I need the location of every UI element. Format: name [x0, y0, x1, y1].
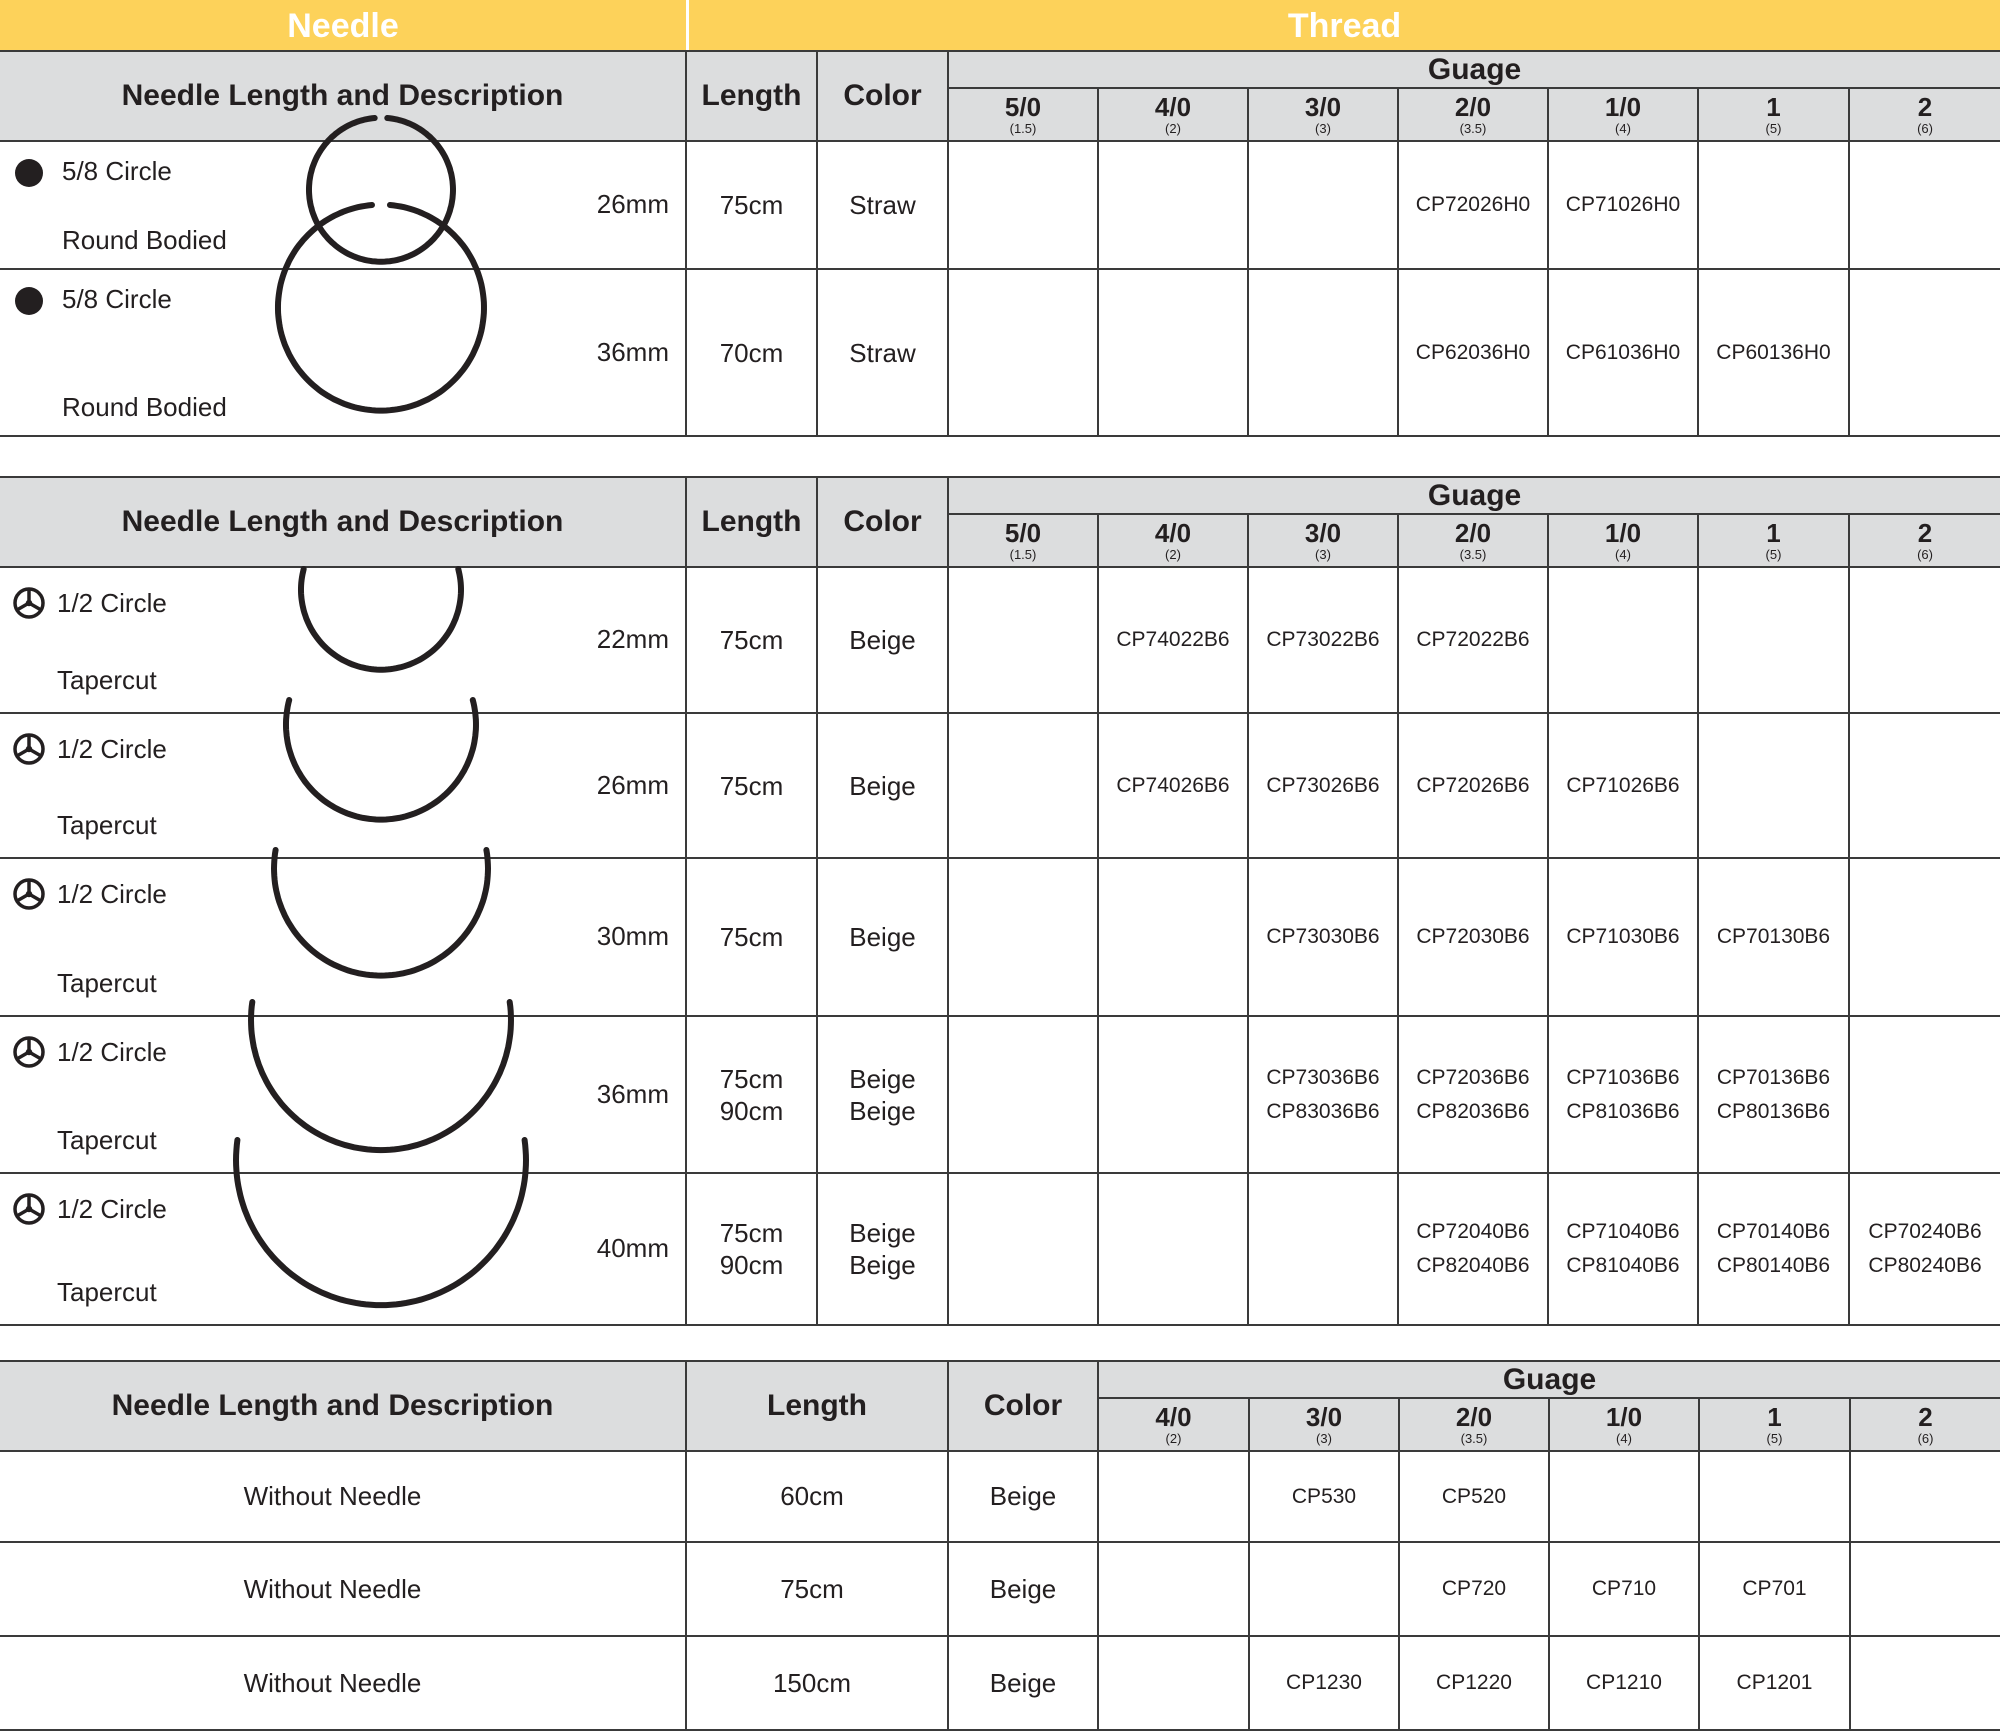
length-cell — [686, 1016, 817, 1173]
gauge-size-label: 2/0 — [1454, 518, 1492, 548]
needle-curve-image — [280, 694, 482, 826]
color-value: Beige — [849, 1250, 916, 1280]
length-value: 75cm — [719, 1218, 784, 1248]
product-code-cell — [948, 713, 1098, 858]
product-code: CP74026B6 — [1116, 773, 1230, 797]
product-code: CP72026H0 — [1415, 193, 1531, 216]
gauge-size-label: 5/0 — [1004, 518, 1042, 548]
product-code-cell — [1098, 713, 1248, 858]
gauge-size-label: 4/0 — [1155, 1402, 1192, 1432]
gauge-size-header — [1399, 1398, 1549, 1451]
gauge-column-header — [1098, 1361, 2000, 1398]
product-code-cell: CP1201 — [1699, 1636, 1850, 1730]
needle-size-label: 36mm — [596, 336, 669, 367]
tapercut-table — [0, 476, 2000, 1326]
gauge-metric-label: (1.5) — [1009, 121, 1037, 136]
color-cell — [817, 1016, 948, 1173]
needle-point-label: Round Bodied — [62, 392, 227, 422]
length-value: 75cm — [719, 922, 784, 952]
product-code-cell: CP1230 — [1249, 1636, 1399, 1730]
needle-curve-image — [268, 844, 494, 982]
needle-size-label: 30mm — [596, 921, 669, 951]
color-column-header — [948, 1361, 1098, 1451]
product-code-cell — [1698, 1016, 1849, 1173]
description-column-header — [0, 1361, 686, 1451]
table-row — [0, 713, 2000, 858]
needle-shape-label: 1/2 Circle — [57, 734, 167, 764]
product-code-cell: CP1210 — [1549, 1636, 1699, 1730]
gauge-column-header — [948, 51, 2000, 88]
product-code-cell — [1548, 141, 1698, 269]
length-header-label: Length — [701, 505, 802, 538]
length-header-label: Length — [767, 1389, 867, 1422]
color-cell — [817, 567, 948, 713]
product-code: CP72036B6 — [1416, 1065, 1530, 1089]
needle-header: Needle — [287, 7, 399, 45]
gauge-metric-label: (4) — [1615, 121, 1631, 136]
gauge-size-header — [1850, 1398, 2000, 1451]
product-code: CP70140B6 — [1716, 1220, 1831, 1243]
color-value: Beige — [849, 625, 916, 655]
product-code-cell — [1249, 1542, 1399, 1636]
thread-header: Thread — [1287, 7, 1402, 45]
gauge-size-label: 2 — [1917, 518, 1933, 548]
gauge-metric-label: (5) — [1765, 547, 1782, 562]
product-code: CP72030B6 — [1416, 925, 1530, 948]
product-table — [0, 1360, 2000, 1731]
needle-shape-label: 1/2 Circle — [57, 1037, 167, 1067]
gauge-size-header — [948, 88, 1098, 141]
color-cell: Beige — [948, 1451, 1098, 1542]
gauge-metric-label: (6) — [1917, 1431, 1934, 1446]
product-code: CP72026B6 — [1416, 773, 1530, 797]
needle-point-label: Tapercut — [57, 968, 157, 998]
gauge-size-label: 1 — [1766, 92, 1781, 122]
product-code-cell — [1248, 858, 1398, 1016]
length-value: 70cm — [719, 337, 784, 368]
gauge-size-header — [1849, 514, 2000, 567]
color-cell: Beige — [948, 1636, 1098, 1730]
needle-size-label: 36mm — [596, 1078, 669, 1109]
length-cell: 150cm — [686, 1636, 948, 1730]
product-code-cell — [1849, 567, 2000, 713]
product-code-cell — [1698, 858, 1849, 1016]
product-code-cell — [1398, 858, 1548, 1016]
filled-circle-icon — [12, 156, 46, 190]
color-header-label: Color — [843, 505, 922, 538]
product-code: CP60136H0 — [1716, 340, 1831, 364]
tapercut-icon — [12, 1192, 46, 1226]
gauge-size-label: 2/0 — [1455, 1402, 1493, 1432]
length-cell — [686, 141, 817, 269]
description-cell: Without Needle — [0, 1542, 686, 1636]
needle-description-cell — [0, 269, 686, 436]
gauge-metric-label: (5) — [1765, 121, 1782, 136]
product-code-cell — [1248, 567, 1398, 713]
product-code: CP71040B6 — [1566, 1220, 1680, 1243]
color-value: Beige — [849, 1218, 916, 1248]
gauge-size-header — [1548, 514, 1698, 567]
gauge-size-header — [1248, 514, 1398, 567]
without-needle-table — [0, 1360, 2000, 1731]
product-code-cell — [1248, 141, 1398, 269]
product-code-cell — [1548, 1173, 1698, 1325]
gauge-metric-label: (6) — [1917, 547, 1933, 562]
description-column-header — [0, 477, 686, 567]
product-code: CP72040B6 — [1416, 1220, 1530, 1243]
gauge-metric-label: (4) — [1616, 1431, 1632, 1446]
needle-point-label: Tapercut — [57, 810, 157, 840]
gauge-metric-label: (3) — [1316, 1431, 1332, 1446]
gauge-size-label: 1 — [1767, 1402, 1782, 1432]
description-header-label: Needle Length and Description — [111, 1389, 554, 1422]
product-code-cell: CP530 — [1249, 1451, 1399, 1542]
gauge-size-header — [1398, 88, 1548, 141]
product-code: CP70136B6 — [1716, 1065, 1831, 1089]
color-cell: Beige — [948, 1542, 1098, 1636]
needle-curve-image — [230, 1134, 532, 1311]
length-column-header — [686, 1361, 948, 1451]
gauge-metric-label: (6) — [1917, 121, 1933, 136]
gauge-size-header — [1548, 88, 1698, 141]
product-code: CP73026B6 — [1266, 773, 1380, 797]
gauge-size-label: 1/0 — [1604, 518, 1642, 548]
gauge-size-header — [1698, 514, 1849, 567]
product-code-cell — [1698, 713, 1849, 858]
product-code-cell — [1699, 1451, 1850, 1542]
product-code-cell — [1849, 1173, 2000, 1325]
color-value: Straw — [849, 190, 916, 220]
product-code-cell — [948, 1173, 1098, 1325]
color-column-header — [817, 477, 948, 567]
tapercut-icon — [12, 877, 46, 911]
product-code-cell: CP1220 — [1399, 1636, 1549, 1730]
product-code-cell — [1098, 1636, 1249, 1730]
gauge-size-header — [1849, 88, 2000, 141]
gauge-metric-label: (3) — [1315, 547, 1331, 562]
needle-description-cell — [0, 567, 686, 713]
tapercut-icon — [12, 1035, 46, 1069]
needle-description-cell — [0, 713, 686, 858]
gauge-size-header — [1098, 88, 1248, 141]
color-header-label: Color — [843, 79, 922, 112]
needle-size-label: 22mm — [596, 624, 669, 654]
product-code-cell — [1849, 858, 2000, 1016]
gauge-metric-label: (3.5) — [1460, 1431, 1488, 1446]
description-cell: Without Needle — [0, 1451, 686, 1542]
description-cell: Without Needle — [0, 1636, 686, 1730]
product-code: CP71030B6 — [1566, 925, 1680, 948]
product-code-cell — [1698, 141, 1849, 269]
product-code-cell — [1698, 567, 1849, 713]
gauge-metric-label: (1.5) — [1009, 547, 1037, 562]
table-row — [0, 269, 2000, 436]
gauge-header-label: Guage — [1502, 1362, 1597, 1396]
product-code-cell: CP701 — [1699, 1542, 1850, 1636]
gauge-metric-label: (5) — [1766, 1431, 1783, 1446]
needle-size-label: 26mm — [596, 769, 669, 800]
gauge-size-label: 5/0 — [1004, 92, 1042, 122]
color-cell — [817, 141, 948, 269]
needle-size-label: 26mm — [596, 189, 669, 219]
length-value: 75cm — [719, 625, 784, 655]
gauge-metric-label: (3.5) — [1459, 121, 1487, 136]
product-code-cell — [1398, 713, 1548, 858]
product-code: CP82040B6 — [1416, 1254, 1530, 1277]
length-cell — [686, 713, 817, 858]
product-code: CP80140B6 — [1716, 1254, 1831, 1277]
gauge-header-label: Guage — [1427, 52, 1522, 86]
gauge-header-label: Guage — [1427, 478, 1522, 512]
needle-shape-label: 5/8 Circle — [62, 284, 172, 314]
gauge-metric-label: (4) — [1615, 547, 1631, 562]
product-code-cell — [948, 567, 1098, 713]
tapercut-icon — [12, 586, 46, 620]
product-code: CP70240B6 — [1868, 1220, 1982, 1243]
gauge-column-header — [948, 477, 2000, 514]
table-row — [0, 1636, 2000, 1730]
gauge-metric-label: (2) — [1165, 547, 1181, 562]
gauge-metric-label: (2) — [1165, 121, 1181, 136]
product-code: CP72022B6 — [1416, 628, 1530, 651]
length-cell — [686, 567, 817, 713]
length-value: 75cm — [719, 190, 784, 220]
product-code-cell — [1698, 269, 1849, 436]
gauge-size-label: 3/0 — [1304, 92, 1342, 122]
product-code-cell — [1548, 567, 1698, 713]
product-code-cell — [1398, 1173, 1548, 1325]
product-code-cell — [1248, 1173, 1398, 1325]
gauge-size-header — [1398, 514, 1548, 567]
table-row — [0, 1173, 2000, 1325]
color-value: Straw — [849, 337, 916, 368]
product-code-cell — [1098, 1173, 1248, 1325]
product-code-cell — [1098, 1451, 1249, 1542]
table-row — [0, 1451, 2000, 1542]
length-cell: 60cm — [686, 1451, 948, 1542]
product-code-cell — [1849, 269, 2000, 436]
needle-curve-image — [295, 563, 467, 676]
needle-point-label: Tapercut — [57, 1125, 157, 1155]
length-cell: 75cm — [686, 1542, 948, 1636]
gauge-size-label: 1/0 — [1604, 92, 1642, 122]
needle-point-label: Tapercut — [57, 665, 157, 695]
product-code: CP62036H0 — [1415, 340, 1531, 364]
product-code-cell — [1098, 858, 1248, 1016]
product-table — [0, 50, 2000, 437]
product-code: CP74022B6 — [1116, 628, 1230, 651]
product-code-cell — [1098, 1542, 1249, 1636]
gauge-size-header — [948, 514, 1098, 567]
length-value: 75cm — [719, 1063, 784, 1094]
length-header-label: Length — [701, 79, 802, 112]
length-value: 90cm — [719, 1095, 784, 1126]
product-code-cell — [948, 858, 1098, 1016]
product-code-cell: CP520 — [1399, 1451, 1549, 1542]
color-value: Beige — [849, 770, 916, 801]
product-code-cell — [1548, 858, 1698, 1016]
product-code: CP80240B6 — [1868, 1254, 1982, 1277]
tapercut-icon — [12, 732, 46, 766]
product-code: CP80136B6 — [1716, 1099, 1831, 1123]
product-code-cell — [948, 141, 1098, 269]
product-code: CP81036B6 — [1566, 1099, 1680, 1123]
product-code-cell — [948, 269, 1098, 436]
length-cell — [686, 269, 817, 436]
color-cell — [817, 713, 948, 858]
product-code: CP82036B6 — [1416, 1099, 1530, 1123]
color-header-label: Color — [983, 1389, 1063, 1422]
gauge-size-label: 1/0 — [1605, 1402, 1643, 1432]
product-code-cell — [1398, 269, 1548, 436]
needle-point-label: Round Bodied — [62, 225, 227, 255]
product-code-cell — [1849, 713, 2000, 858]
product-code-cell: CP710 — [1549, 1542, 1699, 1636]
product-code-cell — [1248, 713, 1398, 858]
product-code: CP71026B6 — [1566, 773, 1680, 797]
header-banner — [0, 0, 2000, 53]
needle-shape-label: 1/2 Circle — [57, 588, 167, 618]
table-row — [0, 567, 2000, 713]
product-code: CP73030B6 — [1266, 925, 1380, 948]
gauge-metric-label: (3) — [1315, 121, 1331, 136]
product-code-cell — [1398, 567, 1548, 713]
length-value: 75cm — [719, 770, 784, 801]
product-code-cell — [1248, 269, 1398, 436]
product-code-cell — [1248, 1016, 1398, 1173]
length-cell — [686, 858, 817, 1016]
gauge-size-label: 2/0 — [1454, 92, 1492, 122]
color-value: Beige — [849, 922, 916, 952]
product-code: CP71036B6 — [1566, 1065, 1680, 1089]
gauge-metric-label: (3.5) — [1459, 547, 1487, 562]
table-row — [0, 1542, 2000, 1636]
product-code-cell — [1548, 269, 1698, 436]
product-code-cell — [1850, 1451, 2000, 1542]
needle-shape-label: 5/8 Circle — [62, 156, 172, 186]
product-code-cell — [1098, 141, 1248, 269]
gauge-size-label: 4/0 — [1154, 518, 1192, 548]
product-code: CP81040B6 — [1566, 1254, 1680, 1277]
product-code-cell — [948, 1016, 1098, 1173]
product-code-cell — [1398, 141, 1548, 269]
product-code-cell — [1548, 713, 1698, 858]
product-code-cell: CP720 — [1399, 1542, 1549, 1636]
product-code-cell — [1849, 1016, 2000, 1173]
product-code-cell — [1098, 269, 1248, 436]
product-code: CP73036B6 — [1266, 1065, 1380, 1089]
needle-description-cell — [0, 1173, 686, 1325]
length-column-header — [686, 477, 817, 567]
product-code-cell — [1098, 1016, 1248, 1173]
needle-description-cell — [0, 858, 686, 1016]
needle-shape-label: 1/2 Circle — [57, 879, 167, 909]
description-header-label: Needle Length and Description — [121, 505, 564, 538]
color-value: Beige — [849, 1095, 916, 1126]
color-cell — [817, 858, 948, 1016]
gauge-size-header — [1249, 1398, 1399, 1451]
product-code: CP83036B6 — [1266, 1099, 1380, 1123]
product-code: CP61036H0 — [1565, 340, 1681, 364]
needle-curve-image — [272, 199, 490, 417]
length-column-header — [686, 51, 817, 141]
round-bodied-table — [0, 50, 2000, 437]
needle-shape-label: 1/2 Circle — [57, 1194, 167, 1224]
product-table — [0, 476, 2000, 1326]
needle-point-label: Tapercut — [57, 1277, 157, 1307]
product-code-cell — [1398, 1016, 1548, 1173]
gauge-size-header — [1699, 1398, 1850, 1451]
product-code-cell — [1849, 141, 2000, 269]
product-code-cell — [1698, 1173, 1849, 1325]
gauge-size-label: 4/0 — [1154, 92, 1192, 122]
gauge-size-header — [1549, 1398, 1699, 1451]
gauge-size-label: 2 — [1917, 92, 1933, 122]
gauge-size-label: 3/0 — [1305, 1402, 1343, 1432]
product-code-cell — [1098, 567, 1248, 713]
gauge-size-header — [1098, 1398, 1249, 1451]
gauge-metric-label: (2) — [1165, 1431, 1182, 1446]
needle-size-label: 40mm — [596, 1233, 669, 1263]
color-column-header — [817, 51, 948, 141]
gauge-size-header — [1098, 514, 1248, 567]
needle-curve-image — [245, 996, 517, 1156]
product-code-cell — [1850, 1542, 2000, 1636]
length-value: 90cm — [719, 1250, 784, 1280]
table-row — [0, 858, 2000, 1016]
gauge-size-label: 2 — [1918, 1402, 1933, 1432]
gauge-size-label: 1 — [1766, 518, 1781, 548]
color-value: Beige — [849, 1063, 916, 1094]
gauge-size-header — [1248, 88, 1398, 141]
filled-circle-icon — [12, 284, 46, 318]
product-code-cell — [1549, 1451, 1699, 1542]
product-code: CP71026H0 — [1565, 193, 1681, 216]
gauge-size-label: 3/0 — [1304, 518, 1342, 548]
color-cell — [817, 1173, 948, 1325]
product-code: CP70130B6 — [1716, 925, 1831, 948]
color-cell — [817, 269, 948, 436]
length-cell — [686, 1173, 817, 1325]
gauge-size-header — [1698, 88, 1849, 141]
product-code-cell — [1850, 1636, 2000, 1730]
product-code-cell — [1548, 1016, 1698, 1173]
product-code: CP73022B6 — [1266, 628, 1380, 651]
description-header-label: Needle Length and Description — [121, 79, 564, 112]
